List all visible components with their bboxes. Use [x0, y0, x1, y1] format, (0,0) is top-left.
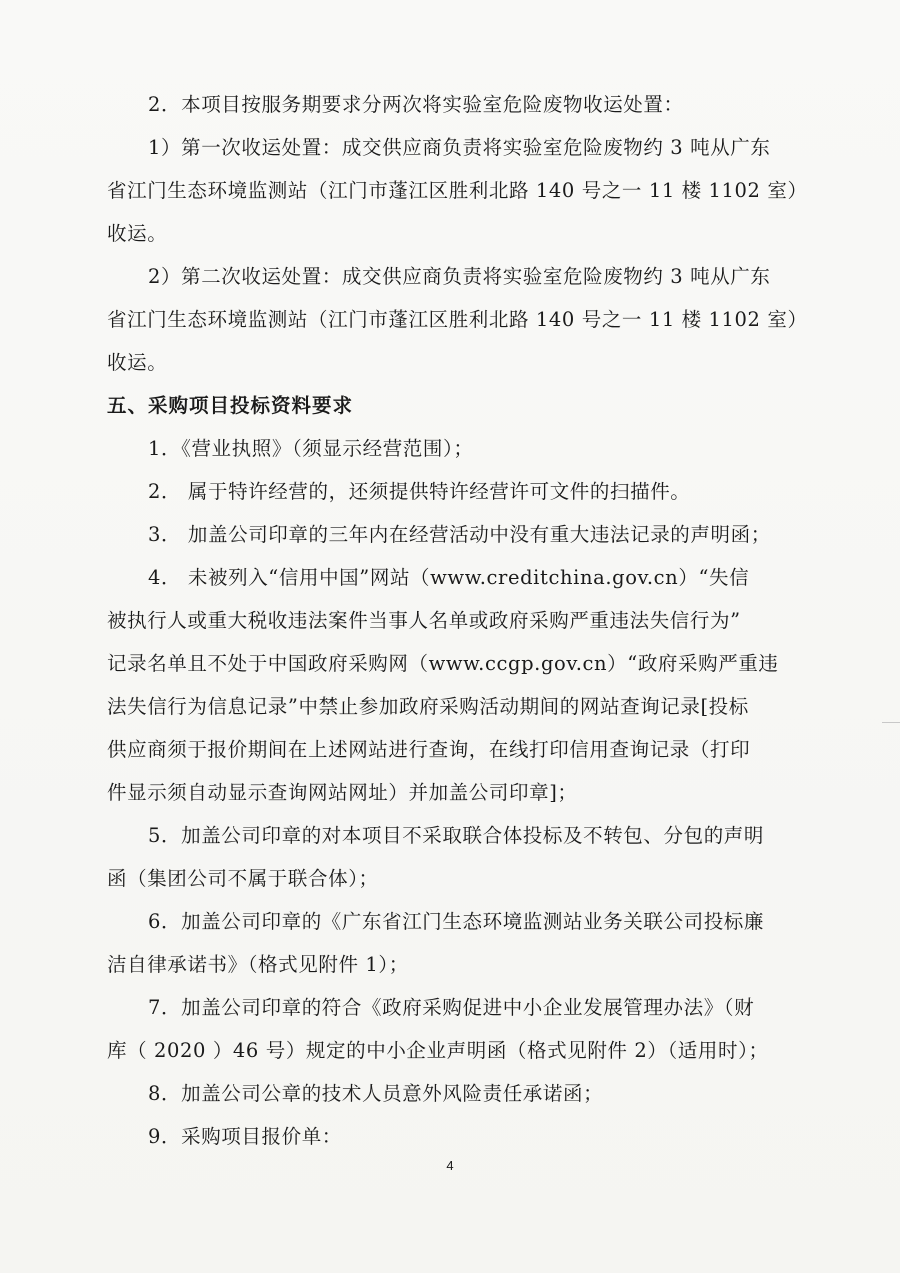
paragraph-line: 洁自律承诺书》（格式见附件 1）； — [107, 953, 409, 976]
requirement-item-6: 6．加盖公司印章的《广东省江门生态环境监测站业务关联公司投标廉 — [148, 910, 765, 933]
requirement-item-8: 8．加盖公司公章的技术人员意外风险责任承诺函； — [148, 1082, 604, 1105]
page-number: 4 — [446, 1158, 454, 1173]
scan-edge-mark — [882, 722, 900, 723]
paragraph-line: 函（集团公司不属于联合体）； — [107, 867, 379, 890]
paragraph-line: 省江门生态环境监测站（江门市蓬江区胜利北路 140 号之一 11 楼 1102 室） — [107, 308, 808, 331]
requirement-item-3: 3． 加盖公司印章的三年内在经营活动中没有重大违法记录的声明函； — [148, 523, 771, 546]
paragraph-line: 被执行人或重大税收违法案件当事人名单或政府采购严重违法失信行为” — [107, 609, 741, 632]
requirement-item-5: 5．加盖公司印章的对本项目不采取联合体投标及不转包、分包的声明 — [148, 824, 765, 847]
paragraph-item-2: 2．本项目按服务期要求分两次将实验室危险废物收运处置： — [148, 93, 684, 116]
paragraph-line: 收运。 — [107, 351, 168, 374]
requirement-item-4: 4． 未被列入“信用中国”网站（www.creditchina.gov.cn）“失信 — [148, 566, 750, 589]
paragraph-line: 记录名单且不处于中国政府采购网（www.ccgp.gov.cn）“政府采购严重违 — [107, 652, 779, 675]
requirement-item-7: 7．加盖公司印章的符合《政府采购促进中小企业发展管理办法》（财 — [148, 996, 755, 1019]
requirement-item-9: 9．采购项目报价单： — [148, 1125, 342, 1148]
paragraph-line: 法失信行为信息记录”中禁止参加政府采购活动期间的网站查询记录[投标 — [107, 695, 749, 718]
requirement-item-2: 2． 属于特许经营的，还须提供特许经营许可文件的扫描件。 — [148, 480, 691, 503]
paragraph-line: 省江门生态环境监测站（江门市蓬江区胜利北路 140 号之一 11 楼 1102 室） — [107, 179, 808, 202]
requirement-item-1: 1．《营业执照》（须显示经营范围）； — [148, 437, 474, 460]
paragraph-line: 供应商须于报价期间在上述网站进行查询，在线打印信用查询记录（打印 — [107, 738, 751, 761]
paragraph-first-collection: 1）第一次收运处置：成交供应商负责将实验室危险废物约 3 吨从广东 — [148, 136, 771, 159]
paragraph-line: 库（ 2020 ）46 号）规定的中小企业声明函（格式见附件 2）（适用时）； — [107, 1039, 769, 1062]
paragraph-line: 收运。 — [107, 222, 168, 245]
section-heading-5: 五、采购项目投标资料要求 — [107, 394, 354, 417]
paragraph-line: 件显示须自动显示查询网站网址）并加盖公司印章]； — [107, 781, 578, 804]
paragraph-second-collection: 2）第二次收运处置：成交供应商负责将实验室危险废物约 3 吨从广东 — [148, 265, 771, 288]
